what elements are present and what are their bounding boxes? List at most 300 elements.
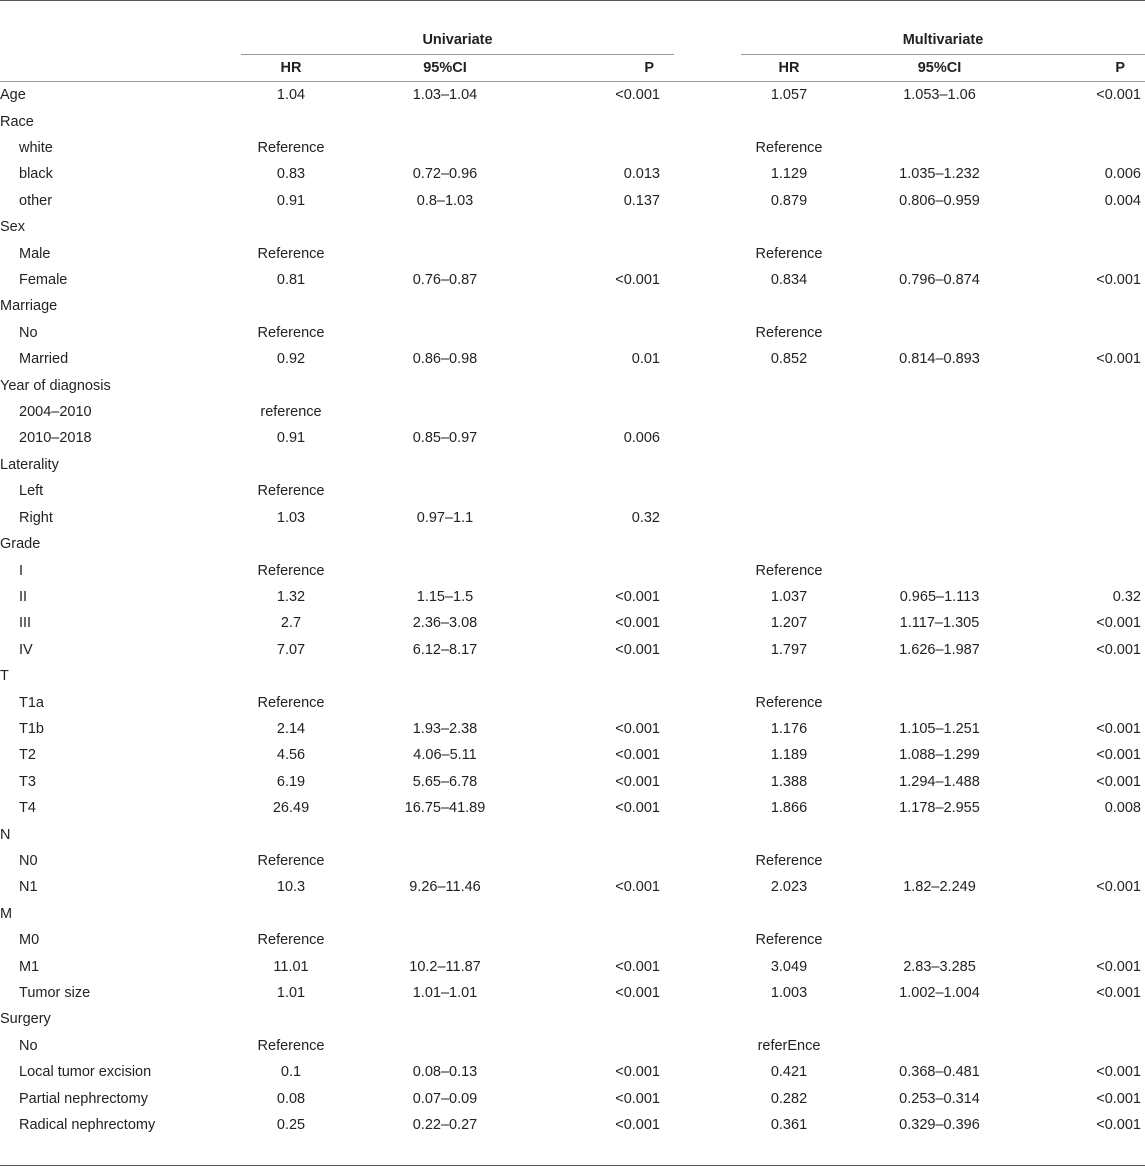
univariate-p-cell bbox=[549, 901, 674, 927]
multivariate-p-cell bbox=[1042, 399, 1145, 425]
multivariate-p-cell bbox=[1042, 822, 1145, 848]
multivariate-p-cell bbox=[1042, 901, 1145, 927]
univariate-hr-cell bbox=[241, 1006, 341, 1032]
table-row bbox=[0, 109, 1145, 135]
multivariate-ci-cell bbox=[837, 901, 1042, 927]
multivariate-ci-cell bbox=[837, 425, 1042, 451]
row-label: T2 bbox=[19, 747, 36, 764]
multivariate-ci-cell bbox=[837, 663, 1042, 689]
multivariate-hr-cell: Reference bbox=[755, 245, 823, 262]
row-label: 2004–2010 bbox=[19, 404, 92, 421]
univariate-header: Univariate bbox=[241, 27, 674, 54]
table-row bbox=[0, 637, 1145, 663]
univariate-p-cell bbox=[549, 452, 674, 478]
row-label: Surgery bbox=[0, 1011, 51, 1028]
univariate-ci-cell bbox=[341, 531, 549, 557]
univariate-hr-cell: 0.91 bbox=[276, 192, 306, 209]
multivariate-p-cell: <0.001 bbox=[1096, 615, 1141, 632]
univariate-p-cell: <0.001 bbox=[615, 958, 660, 975]
row-label: Grade bbox=[0, 536, 41, 553]
row-label: Right bbox=[19, 509, 53, 526]
row-label: N1 bbox=[19, 879, 38, 896]
multivariate-hr-cell: 1.866 bbox=[770, 800, 808, 817]
multivariate-ci-cell bbox=[837, 320, 1042, 346]
spacer-cell bbox=[674, 373, 741, 399]
row-label: N0 bbox=[19, 852, 38, 869]
multivariate-ci-cell: 1.117–1.305 bbox=[899, 615, 980, 632]
univariate-p-cell: <0.001 bbox=[615, 588, 660, 605]
table-row bbox=[0, 214, 1145, 240]
table-row bbox=[0, 663, 1145, 689]
univariate-ci-cell bbox=[341, 663, 549, 689]
table-row bbox=[0, 901, 1145, 927]
spacer-cell bbox=[674, 82, 741, 109]
univariate-p-cell: <0.001 bbox=[615, 1064, 660, 1081]
multivariate-hr-cell: Reference bbox=[755, 932, 823, 949]
table-row bbox=[0, 161, 1145, 187]
row-label: Tumor size bbox=[19, 985, 91, 1002]
univariate-ci-cell: 0.76–0.87 bbox=[412, 272, 478, 289]
spacer-cell bbox=[674, 188, 741, 214]
univariate-hr-cell: Reference bbox=[257, 852, 325, 869]
multivariate-hr-cell: 0.852 bbox=[770, 351, 808, 368]
multivariate-p-cell bbox=[1042, 109, 1145, 135]
multivariate-hr-cell bbox=[741, 293, 837, 319]
spacer-cell bbox=[674, 690, 741, 716]
spacer-cell bbox=[674, 980, 741, 1006]
multivariate-ci-cell bbox=[837, 927, 1042, 953]
row-label: T3 bbox=[19, 773, 36, 790]
univariate-hr-cell: Reference bbox=[257, 562, 325, 579]
spacer-cell bbox=[674, 161, 741, 187]
multivariate-p-cell: <0.001 bbox=[1096, 1064, 1141, 1081]
univariate-ci-cell bbox=[341, 478, 549, 504]
univariate-hr-cell bbox=[241, 822, 341, 848]
univariate-hr-cell: Reference bbox=[257, 1037, 325, 1054]
multivariate-hr-cell: 1.797 bbox=[770, 641, 808, 658]
multivariate-p-cell bbox=[1042, 425, 1145, 451]
univariate-ci-cell: 1.01–1.01 bbox=[412, 985, 478, 1002]
multivariate-p-cell: <0.001 bbox=[1096, 272, 1141, 289]
row-label: Race bbox=[0, 113, 34, 130]
univariate-hr-cell: 7.07 bbox=[276, 641, 306, 658]
multivariate-ci-cell bbox=[837, 1033, 1042, 1059]
spacer-cell bbox=[674, 1006, 741, 1032]
multivariate-p-cell: <0.001 bbox=[1096, 1117, 1141, 1134]
table-row bbox=[0, 690, 1145, 716]
row-label: Year of diagnosis bbox=[0, 377, 111, 394]
row-label: Laterality bbox=[0, 456, 59, 473]
multivariate-hr-cell: Reference bbox=[755, 324, 823, 341]
univariate-hr-cell: 0.08 bbox=[276, 1090, 306, 1107]
multivariate-p-cell bbox=[1042, 320, 1145, 346]
univariate-ci-cell bbox=[341, 320, 549, 346]
spacer-cell bbox=[674, 478, 741, 504]
univariate-p-cell: <0.001 bbox=[615, 641, 660, 658]
univariate-ci-cell: 10.2–11.87 bbox=[409, 958, 481, 975]
univariate-ci-cell bbox=[341, 901, 549, 927]
univariate-ci-cell bbox=[341, 927, 549, 953]
spacer-cell bbox=[674, 663, 741, 689]
univariate-ci-cell: 9.26–11.46 bbox=[409, 879, 481, 896]
univariate-ci-cell bbox=[341, 690, 549, 716]
spacer-cell bbox=[674, 1086, 741, 1112]
univariate-hr-cell: Reference bbox=[257, 140, 325, 157]
multivariate-hr-cell: 2.023 bbox=[770, 879, 808, 896]
univariate-hr-cell: 0.1 bbox=[280, 1064, 302, 1081]
multivariate-hr-cell bbox=[741, 373, 837, 399]
multivariate-ci-cell bbox=[837, 1006, 1042, 1032]
multivariate-ci-cell: 1.035–1.232 bbox=[899, 166, 980, 183]
multivariate-ci-cell: 0.796–0.874 bbox=[899, 272, 980, 289]
univariate-ci-cell bbox=[341, 1006, 549, 1032]
univariate-p-cell: <0.001 bbox=[615, 87, 660, 104]
univariate-p-cell bbox=[549, 1033, 674, 1059]
multivariate-ci-cell: 0.965–1.113 bbox=[899, 588, 980, 605]
col-header-m-ci: 95%CI bbox=[837, 54, 1042, 81]
spacer-cell bbox=[674, 584, 741, 610]
univariate-hr-cell bbox=[241, 452, 341, 478]
univariate-hr-cell: 4.56 bbox=[276, 747, 306, 764]
row-label: M1 bbox=[19, 958, 40, 975]
column-header-row bbox=[0, 54, 1145, 81]
table-row bbox=[0, 399, 1145, 425]
spacer-cell bbox=[674, 795, 741, 821]
row-label: white bbox=[19, 140, 53, 157]
multivariate-p-cell: <0.001 bbox=[1096, 351, 1141, 368]
multivariate-hr-cell: Reference bbox=[755, 140, 823, 157]
univariate-p-cell bbox=[549, 135, 674, 161]
multivariate-p-cell: <0.001 bbox=[1096, 747, 1141, 764]
multivariate-ci-cell bbox=[837, 690, 1042, 716]
univariate-p-cell bbox=[549, 927, 674, 953]
multivariate-ci-cell bbox=[837, 399, 1042, 425]
multivariate-ci-cell: 1.088–1.299 bbox=[899, 747, 980, 764]
table-row bbox=[0, 373, 1145, 399]
table-row bbox=[0, 478, 1145, 504]
row-label: II bbox=[19, 588, 28, 605]
univariate-hr-cell: 2.14 bbox=[276, 720, 306, 737]
univariate-hr-cell: Reference bbox=[257, 694, 325, 711]
multivariate-p-cell bbox=[1042, 690, 1145, 716]
table-row bbox=[0, 848, 1145, 874]
univariate-p-cell bbox=[549, 848, 674, 874]
row-label: Left bbox=[19, 483, 44, 500]
multivariate-hr-cell bbox=[741, 663, 837, 689]
univariate-ci-cell bbox=[341, 848, 549, 874]
multivariate-ci-cell bbox=[837, 135, 1042, 161]
spacer-cell bbox=[674, 505, 741, 531]
col-header-m-hr: HR bbox=[741, 54, 837, 81]
row-label: Male bbox=[19, 245, 51, 262]
multivariate-ci-cell bbox=[837, 241, 1042, 267]
univariate-ci-cell: 1.93–2.38 bbox=[412, 720, 478, 737]
multivariate-hr-cell: 1.003 bbox=[770, 985, 808, 1002]
spacer-cell bbox=[674, 109, 741, 135]
row-label: T1a bbox=[19, 694, 44, 711]
univariate-p-cell: 0.01 bbox=[631, 351, 660, 368]
univariate-p-cell bbox=[549, 214, 674, 240]
multivariate-p-cell: <0.001 bbox=[1096, 958, 1141, 975]
multivariate-p-cell bbox=[1042, 478, 1145, 504]
multivariate-p-cell bbox=[1042, 135, 1145, 161]
univariate-hr-cell bbox=[241, 901, 341, 927]
row-label: 2010–2018 bbox=[19, 430, 92, 447]
univariate-p-cell bbox=[549, 822, 674, 848]
spacer-cell bbox=[674, 610, 741, 636]
multivariate-hr-cell: 1.057 bbox=[770, 87, 808, 104]
multivariate-hr-cell: Reference bbox=[755, 852, 823, 869]
row-label: Partial nephrectomy bbox=[19, 1090, 148, 1107]
univariate-p-cell: 0.013 bbox=[623, 166, 660, 183]
table-row bbox=[0, 927, 1145, 953]
univariate-p-cell bbox=[549, 531, 674, 557]
multivariate-hr-cell bbox=[741, 425, 837, 451]
multivariate-p-cell bbox=[1042, 1006, 1145, 1032]
multivariate-p-cell bbox=[1042, 293, 1145, 319]
multivariate-ci-cell: 1.626–1.987 bbox=[899, 641, 980, 658]
multivariate-p-cell: <0.001 bbox=[1096, 87, 1141, 104]
multivariate-ci-cell: 0.368–0.481 bbox=[899, 1064, 980, 1081]
multivariate-p-cell bbox=[1042, 1033, 1145, 1059]
univariate-p-cell bbox=[549, 690, 674, 716]
univariate-hr-cell: 10.3 bbox=[276, 879, 306, 896]
spacer-cell bbox=[674, 241, 741, 267]
spacer-cell bbox=[674, 716, 741, 742]
spacer-cell bbox=[674, 531, 741, 557]
univariate-p-cell bbox=[549, 1006, 674, 1032]
univariate-hr-cell: Reference bbox=[257, 932, 325, 949]
spacer-cell bbox=[674, 848, 741, 874]
univariate-ci-cell: 6.12–8.17 bbox=[412, 641, 478, 658]
spacer-cell bbox=[674, 1033, 741, 1059]
univariate-ci-cell bbox=[341, 1033, 549, 1059]
spacer-cell bbox=[674, 267, 741, 293]
multivariate-p-cell bbox=[1042, 558, 1145, 584]
row-label: Local tumor excision bbox=[19, 1064, 152, 1081]
univariate-p-cell: <0.001 bbox=[615, 272, 660, 289]
row-label: Sex bbox=[0, 219, 25, 236]
multivariate-p-cell bbox=[1042, 241, 1145, 267]
spacer-cell bbox=[674, 558, 741, 584]
multivariate-hr-cell bbox=[741, 214, 837, 240]
univariate-ci-cell bbox=[341, 399, 549, 425]
univariate-ci-cell: 5.65–6.78 bbox=[412, 773, 478, 790]
multivariate-ci-cell bbox=[837, 452, 1042, 478]
univariate-hr-cell: 1.01 bbox=[276, 985, 306, 1002]
table-row bbox=[0, 1112, 1145, 1138]
univariate-p-cell bbox=[549, 373, 674, 399]
row-label: I bbox=[19, 562, 24, 579]
multivariate-hr-cell: 0.879 bbox=[770, 192, 808, 209]
row-label: No bbox=[19, 1037, 38, 1054]
multivariate-p-cell: <0.001 bbox=[1096, 879, 1141, 896]
multivariate-hr-cell bbox=[741, 478, 837, 504]
univariate-ci-cell bbox=[341, 214, 549, 240]
table-row bbox=[0, 241, 1145, 267]
multivariate-p-cell: 0.008 bbox=[1104, 800, 1141, 817]
table-row bbox=[0, 346, 1145, 372]
row-label: T4 bbox=[19, 800, 36, 817]
group-header-row bbox=[0, 27, 1145, 54]
multivariate-hr-cell bbox=[741, 399, 837, 425]
spacer-cell bbox=[674, 927, 741, 953]
univariate-ci-cell bbox=[341, 109, 549, 135]
univariate-hr-cell: Reference bbox=[257, 483, 325, 500]
row-label: other bbox=[19, 192, 53, 209]
univariate-p-cell: 0.006 bbox=[623, 430, 660, 447]
multivariate-hr-cell: Reference bbox=[755, 694, 823, 711]
multivariate-ci-cell: 0.806–0.959 bbox=[899, 192, 980, 209]
multivariate-p-cell: <0.001 bbox=[1096, 720, 1141, 737]
spacer-cell bbox=[674, 874, 741, 900]
multivariate-hr-cell bbox=[741, 109, 837, 135]
multivariate-hr-cell bbox=[741, 505, 837, 531]
univariate-ci-cell: 0.85–0.97 bbox=[412, 430, 478, 447]
univariate-ci-cell: 4.06–5.11 bbox=[413, 747, 477, 764]
multivariate-p-cell bbox=[1042, 505, 1145, 531]
table-row bbox=[0, 293, 1145, 319]
multivariate-hr-cell: 1.176 bbox=[770, 720, 808, 737]
univariate-hr-cell: 2.7 bbox=[280, 615, 302, 632]
table-row bbox=[0, 954, 1145, 980]
col-header-u-ci: 95%CI bbox=[341, 54, 549, 81]
table-row bbox=[0, 716, 1145, 742]
univariate-p-cell: 0.137 bbox=[623, 192, 660, 209]
row-label: N bbox=[0, 826, 11, 843]
univariate-p-cell: <0.001 bbox=[615, 773, 660, 790]
multivariate-hr-cell: 0.361 bbox=[770, 1117, 808, 1134]
table-row bbox=[0, 1006, 1145, 1032]
univariate-p-cell: <0.001 bbox=[615, 615, 660, 632]
spacer-cell bbox=[674, 954, 741, 980]
spacer-cell bbox=[674, 452, 741, 478]
multivariate-ci-cell bbox=[837, 373, 1042, 399]
spacer-cell bbox=[674, 1112, 741, 1138]
univariate-p-cell bbox=[549, 663, 674, 689]
multivariate-ci-cell: 1.294–1.488 bbox=[899, 773, 980, 790]
univariate-hr-cell: 6.19 bbox=[276, 773, 306, 790]
univariate-ci-cell bbox=[341, 558, 549, 584]
univariate-hr-cell: Reference bbox=[257, 324, 325, 341]
multivariate-ci-cell bbox=[837, 848, 1042, 874]
table-row bbox=[0, 425, 1145, 451]
univariate-ci-cell: 2.36–3.08 bbox=[412, 615, 478, 632]
table-row bbox=[0, 452, 1145, 478]
univariate-hr-cell bbox=[241, 109, 341, 135]
multivariate-p-cell: 0.004 bbox=[1104, 192, 1141, 209]
multivariate-hr-cell bbox=[741, 901, 837, 927]
table-row bbox=[0, 742, 1145, 768]
univariate-hr-cell bbox=[241, 663, 341, 689]
spacer-cell bbox=[674, 769, 741, 795]
spacer-cell bbox=[674, 425, 741, 451]
univariate-p-cell: <0.001 bbox=[615, 1090, 660, 1107]
univariate-ci-cell: 1.03–1.04 bbox=[412, 87, 478, 104]
row-label: T1b bbox=[19, 720, 44, 737]
univariate-ci-cell bbox=[341, 241, 549, 267]
multivariate-hr-cell bbox=[741, 452, 837, 478]
table-row bbox=[0, 320, 1145, 346]
univariate-ci-cell: 0.86–0.98 bbox=[412, 351, 478, 368]
univariate-p-cell: <0.001 bbox=[615, 720, 660, 737]
col-header-u-p: P bbox=[549, 54, 674, 81]
row-label: Female bbox=[19, 272, 68, 289]
multivariate-p-cell: 0.006 bbox=[1104, 166, 1141, 183]
table-row bbox=[0, 874, 1145, 900]
table-row bbox=[0, 188, 1145, 214]
multivariate-p-cell bbox=[1042, 927, 1145, 953]
table-row bbox=[0, 135, 1145, 161]
table-row bbox=[0, 558, 1145, 584]
multivariate-hr-cell: 1.388 bbox=[770, 773, 808, 790]
univariate-ci-cell: 0.72–0.96 bbox=[412, 166, 478, 183]
univariate-hr-cell: 0.81 bbox=[276, 272, 306, 289]
univariate-ci-cell bbox=[341, 373, 549, 399]
univariate-p-cell: <0.001 bbox=[615, 985, 660, 1002]
spacer-cell bbox=[674, 1059, 741, 1085]
table-row bbox=[0, 1059, 1145, 1085]
row-label: Married bbox=[19, 351, 69, 368]
univariate-p-cell bbox=[549, 109, 674, 135]
multivariate-p-cell bbox=[1042, 452, 1145, 478]
univariate-hr-cell bbox=[241, 293, 341, 319]
univariate-hr-cell bbox=[241, 531, 341, 557]
table-row bbox=[0, 1086, 1145, 1112]
multivariate-hr-cell: 3.049 bbox=[770, 958, 808, 975]
col-header-u-hr: HR bbox=[241, 54, 341, 81]
spacer-cell bbox=[674, 320, 741, 346]
univariate-hr-cell: reference bbox=[260, 404, 322, 421]
multivariate-p-cell: <0.001 bbox=[1096, 641, 1141, 658]
multivariate-p-cell: <0.001 bbox=[1096, 985, 1141, 1002]
table-row bbox=[0, 980, 1145, 1006]
table-row bbox=[0, 822, 1145, 848]
table-row bbox=[0, 584, 1145, 610]
multivariate-hr-cell: 0.282 bbox=[770, 1090, 808, 1107]
multivariate-p-cell bbox=[1042, 663, 1145, 689]
univariate-hr-cell: 1.32 bbox=[276, 588, 306, 605]
row-label: No bbox=[19, 324, 38, 341]
univariate-p-cell bbox=[549, 558, 674, 584]
multivariate-hr-cell: 1.189 bbox=[770, 747, 808, 764]
multivariate-ci-cell: 1.002–1.004 bbox=[899, 985, 980, 1002]
multivariate-p-cell bbox=[1042, 531, 1145, 557]
univariate-hr-cell: 0.83 bbox=[276, 166, 306, 183]
univariate-hr-cell bbox=[241, 214, 341, 240]
univariate-hr-cell: 0.92 bbox=[276, 351, 306, 368]
univariate-ci-cell: 0.08–0.13 bbox=[412, 1064, 478, 1081]
univariate-hr-cell: 1.04 bbox=[276, 87, 306, 104]
univariate-p-cell: 0.32 bbox=[631, 509, 660, 526]
row-label: black bbox=[19, 166, 53, 183]
univariate-ci-cell: 0.97–1.1 bbox=[416, 509, 474, 526]
univariate-ci-cell: 1.15–1.5 bbox=[416, 588, 474, 605]
multivariate-ci-cell bbox=[837, 505, 1042, 531]
spacer-cell bbox=[674, 742, 741, 768]
univariate-p-cell: <0.001 bbox=[615, 800, 660, 817]
univariate-hr-cell: Reference bbox=[257, 245, 325, 262]
table-row bbox=[0, 82, 1145, 109]
table-row bbox=[0, 795, 1145, 821]
multivariate-p-cell bbox=[1042, 848, 1145, 874]
univariate-ci-cell: 0.07–0.09 bbox=[412, 1090, 478, 1107]
row-label: M0 bbox=[19, 932, 40, 949]
multivariate-header: Multivariate bbox=[741, 27, 1145, 54]
multivariate-hr-cell: 1.037 bbox=[770, 588, 808, 605]
row-label: III bbox=[19, 615, 32, 632]
univariate-p-cell bbox=[549, 241, 674, 267]
